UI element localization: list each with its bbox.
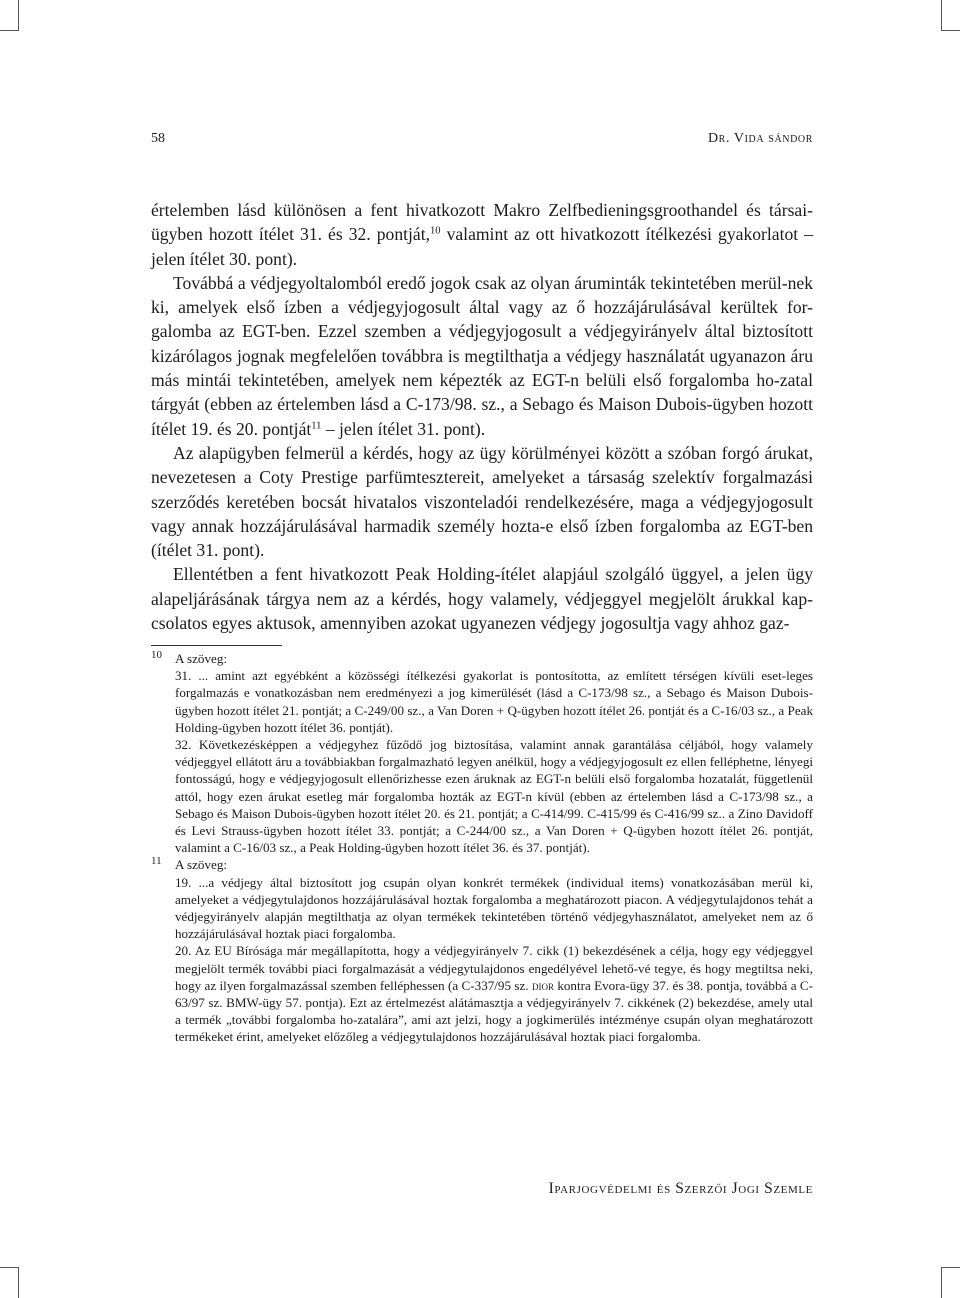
crop-mark-top-right bbox=[941, 0, 960, 31]
footnote-ref-10[interactable]: 10 bbox=[430, 225, 441, 237]
paragraph-2-text-a: Továbbá a védjegyoltalomból eredő jogok csak az olyan áruminták tekintetében merül-nek ki, amelyek első ízben a védjegyjogosult által vagy az ő hozzájárulásával kerültek for-galomba az EGT-ben. Ezzel szemben a védjegyjogosult a védjegyirányelv által biztosított kizárólagos jognak megfelelően továbbra is megtilthatja a védjegy használatát ugyanazon áru más mintái tekintetében, amelyek nem képezték az EGT-n belüli első forgalomba ho-zatal tárgyát (ebben az értelemben lásd a C-173/98. sz., a Sebago és Maison Dubois-ügyben hozott ítélet 19. és 20. pontját bbox=[151, 272, 813, 439]
paragraph-4: Ellentétben a fent hivatkozott Peak Holding-ítélet alapjául szolgáló üggyel, a jelen ügy alapeljárásának tárgya nem az a kérdés, hogy valamely, védjeggyel megjelölt árukkal kap-csolatos egyes aktusok, amennyiben azokat ugyanezen védjegy jogosultja vagy ahhoz gaz- bbox=[151, 564, 813, 634]
paragraph-1-text-b: valamint az ott hivatkozott ítélkezési gyakorlatot – jelen ítélet 30. pont). bbox=[151, 224, 813, 269]
footnote-separator bbox=[151, 645, 282, 646]
running-head-author: Dr. Vida sándor bbox=[707, 131, 813, 146]
page-footer-journal-title: Iparjogvédelmi és Szerzői Jogi Szemle bbox=[548, 1180, 813, 1197]
crop-mark-bottom-right bbox=[941, 1267, 960, 1298]
page-number: 58 bbox=[151, 131, 165, 146]
footnote-number: 11 bbox=[151, 855, 162, 868]
paragraph-1 bbox=[151, 198, 813, 271]
footnotes bbox=[151, 650, 813, 1046]
footnote-paragraph-20 bbox=[175, 942, 813, 1045]
paragraph-2-text-b: – jelen ítélet 31. pont). bbox=[321, 418, 486, 439]
paragraph-1-text-a: értelemben lásd különösen a fent hivatkozott Makro Zelfbedieningsgroothandel és társai-ügyben hozott ítélet 31. és 32. pontját, bbox=[151, 200, 813, 245]
paragraph-3: Az alapügyben felmerül a kérdés, hogy az ügy körülményei között a szóban forgó árukat, nevezetesen a Coty Prestige parfümtesztereit, amelyeket a társaság szelektív forgalmazási szerződés keretében bocsát hivatalos viszonteladói rendelkezésére, maga a védjegyjogosult vagy annak hozzájárulásával harmadik személy hozta-e első ízben forgalomba az EGT-ben (ítélet 31. pont). bbox=[151, 442, 813, 561]
main-text bbox=[151, 198, 813, 635]
footnote-text-b: kontra Evora-ügy 37. és 38. pontja, továbbá a C-63/97 sz. BMW-ügy 57. pontja). Ezt az értelmezést alátámasztja a védjegyirányelv 7. cikkének (2) bekezdése, amely utal a termék „további forgalomba ho-zatalára”, ami azt jelzi, hogy a jogkimerülés intézménye csupán olyan meghatározott termékeket érint, amelyeket előzőleg a védjegytulajdonos hozzájárulásával hoztak piaci forgalomba. bbox=[175, 977, 813, 1045]
footnote-number: 10 bbox=[151, 649, 162, 661]
footnote-11 bbox=[151, 856, 813, 1045]
footnote-ref-11[interactable]: 11 bbox=[311, 420, 322, 432]
footnote-text-a: 20. Az EU Bírósága már megállapította, hogy a védjegyirányelv 7. cikk (1) bekezdésének a célja, hogy egy védjeggyel megjelölt termék további piaci forgalmazását a védjegytulajdonos engedélyével lehető-vé tegye, és hogy megtiltsa neki, hogy az ilyen forgalmazással szemben felléphessen (a C-337/95 sz. bbox=[175, 943, 813, 993]
footnote-text-dior: dior bbox=[531, 977, 554, 993]
footnote-paragraph: 31. ... amint azt egyébként a közösségi ítélkezési gyakorlat is pontosította, az említett térségen kívüli eset-leges forgalmazás e vonatkozásban nem eredményezi a jog kimerülését (lásd a C-173/98 sz., a Sebago és Maison Dubois-ügyben hozott ítélet 21. pontját; a C-249/00 sz., a Van Doren + Q-ügyben hozott ítélet 26. pontját és a C-16/03 sz., a Peak Holding-ügyben hozott ítélet 36. pontját). bbox=[175, 668, 813, 735]
paragraph-2 bbox=[151, 271, 813, 441]
footnote-heading: A szöveg: bbox=[175, 857, 228, 873]
footnote-heading: A szöveg: bbox=[175, 651, 228, 666]
crop-mark-top-left bbox=[0, 0, 19, 31]
footnote-10 bbox=[151, 650, 813, 856]
crop-mark-bottom-left bbox=[0, 1267, 19, 1298]
page-header bbox=[151, 131, 813, 153]
footnote-paragraph: 32. Következésképpen a védjegyhez fűződő jog biztosítása, valamint annak garantálása céljából, hogy valamely védjeggyel ellátott áru a továbbiakban forgalmazható legyen anélkül, hogy a védjegyjogosult ez ellen felléphetne, lényegi fontosságú, hogy e védjegyjogosult ellenőrizhesse ezen áruknak az EGT-n belüli első forgalomba hozatalát, függetlenül attól, hogy ezen árukat esetleg már forgalomba hozták az EGT-n kívül (ebben az értelemben lásd a C-173/98 sz., a Sebago és Maison Dubois-ügyben hozott ítélet 20. és 21. pontját; a C-414/99. C-415/99 és C-416/99 sz.. a Zino Davidoff és Levi Strauss-ügyben hozott ítélet 33. pontját; a C-244/00 sz., a Van Doren + Q-ügyben hozott ítélet 26. pontját, valamint a C-16/03 sz., a Peak Holding-ügyben hozott ítélet 36. és 37. pontját). bbox=[175, 737, 813, 856]
footnote-paragraph: 19. ...a védjegy által biztosított jog csupán olyan konkrét termékek (individual items) vonatkozásában merül ki, amelyeket a védjegytulajdonos hozzájárulásával hoztak forgalomba a meghatározott piacon. A védjegytulajdonos tehát a védjegyirányelv alapján megtilthatja az olyan termékek tekintetében történő védjegyhasználatot, amelyeket nem az ő hozzájárulásával hoztak piaci forgalomba. bbox=[175, 874, 813, 942]
